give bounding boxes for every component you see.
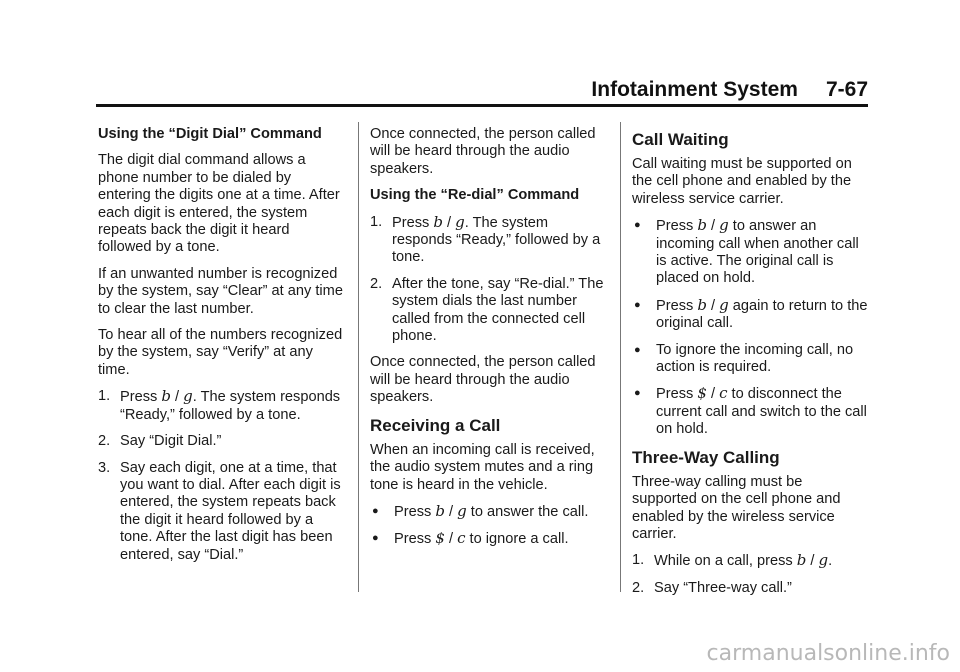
list-item: ● To ignore the incoming call, no action is required.: [634, 341, 854, 376]
three-way-heading: Three-Way Calling: [632, 447, 780, 467]
bullet-icon: ●: [634, 387, 641, 400]
redial-steps: [370, 214, 610, 346]
redial-heading: Using the “Re-dial” Command: [370, 187, 580, 204]
push-to-talk-icon: b: [433, 212, 443, 231]
voice-icon: g: [719, 216, 729, 235]
push-to-talk-icon: b: [796, 551, 807, 570]
voice-icon: g: [455, 212, 465, 231]
paragraph: The digit dial command allows a phone number to be dialed by entering the digits one at a time. After each digit is entered, the system repeats back the digit it heard followed by a tone.: [98, 152, 340, 256]
list-item: ● Press b / g again to return to the original call.: [634, 295, 868, 332]
push-to-talk-icon: b: [697, 295, 707, 314]
call-waiting-bullets: [632, 217, 868, 438]
watermark: carmanualsonline.info: [706, 641, 950, 666]
push-to-talk-icon: b: [161, 387, 171, 406]
bullet-icon: ●: [634, 219, 641, 232]
paragraph: Three-way calling must be supported on the cell phone and enabled by the wireless service carrier.: [632, 473, 841, 542]
paragraph: To hear all of the numbers recognized by the system, say “Verify” at any time.: [98, 327, 343, 378]
digit-dial-steps: [98, 388, 346, 564]
paragraph: When an incoming call is received, the audio system mutes and a ring tone is heard in the vehicle.: [370, 441, 595, 493]
paragraph: Call waiting must be supported on the cell phone and enabled by the wireless service carrier.: [632, 156, 852, 207]
mute-icon: $: [697, 384, 707, 403]
voice-icon: g: [457, 501, 467, 520]
call-waiting-heading: Call Waiting: [632, 130, 729, 149]
list-item: 1. Press b / g. The system responds “Ready,” followed by a tone.: [370, 212, 601, 266]
receiving-call-heading: Receiving a Call: [370, 415, 501, 435]
column-divider-2: [620, 122, 621, 592]
list-item: ● Press $ / c to disconnect the current call and switch to the call on hold.: [634, 384, 867, 438]
bullet-icon: ●: [372, 504, 379, 517]
digit-dial-heading: Using the “Digit Dial” Command: [98, 126, 322, 142]
list-item: ● Press b / g to answer an incoming call when another call is active. The original call is placed on hold.: [634, 216, 859, 287]
list-item: 1. While on a call, press b / g.: [632, 551, 833, 570]
list-item: 2. Say “Digit Dial.”: [98, 433, 222, 450]
list-item: ● Press b / g to answer the call.: [372, 501, 589, 520]
list-item: ● Press $ / c to ignore a call.: [372, 529, 569, 548]
voice-icon: g: [818, 551, 829, 570]
mute-icon: $: [435, 529, 445, 548]
column-1: [98, 126, 346, 573]
column-divider-1: [358, 122, 359, 592]
voice-icon: g: [183, 387, 193, 406]
column-3: [632, 126, 868, 606]
hang-up-icon: c: [719, 384, 728, 403]
page-number: 7-67: [825, 78, 868, 101]
page-header: [591, 78, 868, 102]
push-to-talk-icon: b: [697, 216, 707, 235]
hang-up-icon: c: [457, 529, 466, 548]
three-way-steps: [632, 552, 868, 597]
bullet-icon: ●: [634, 343, 641, 356]
list-item: 3. Say each digit, one at a time, that you want to dial. After each digit is entered, the system repeats back the digit it heard followed by a tone. After the last digit has been entered, say “Dial.”: [98, 459, 341, 563]
paragraph: If an unwanted number is recognized by the system, say “Clear” at any time to clear the last number.: [98, 265, 343, 317]
paragraph: Once connected, the person called will be heard through the audio speakers.: [370, 126, 596, 177]
column-2: [370, 126, 610, 558]
list-item: 2. Say “Three-way call.”: [632, 579, 792, 596]
bullet-icon: ●: [634, 298, 641, 311]
paragraph: Once connected, the person called will be heard through the audio speakers.: [370, 354, 596, 406]
bullet-icon: ●: [372, 532, 379, 545]
list-item: 2. After the tone, say “Re-dial.” The system dials the last number called from the connected cell phone.: [370, 275, 604, 345]
header-rule: [96, 104, 868, 107]
push-to-talk-icon: b: [435, 501, 445, 520]
receiving-bullets: [370, 503, 610, 549]
list-item: 1. Press b / g. The system responds “Ready,” followed by a tone.: [98, 387, 341, 423]
section-title: Infotainment System: [591, 78, 798, 101]
voice-icon: g: [719, 295, 729, 314]
